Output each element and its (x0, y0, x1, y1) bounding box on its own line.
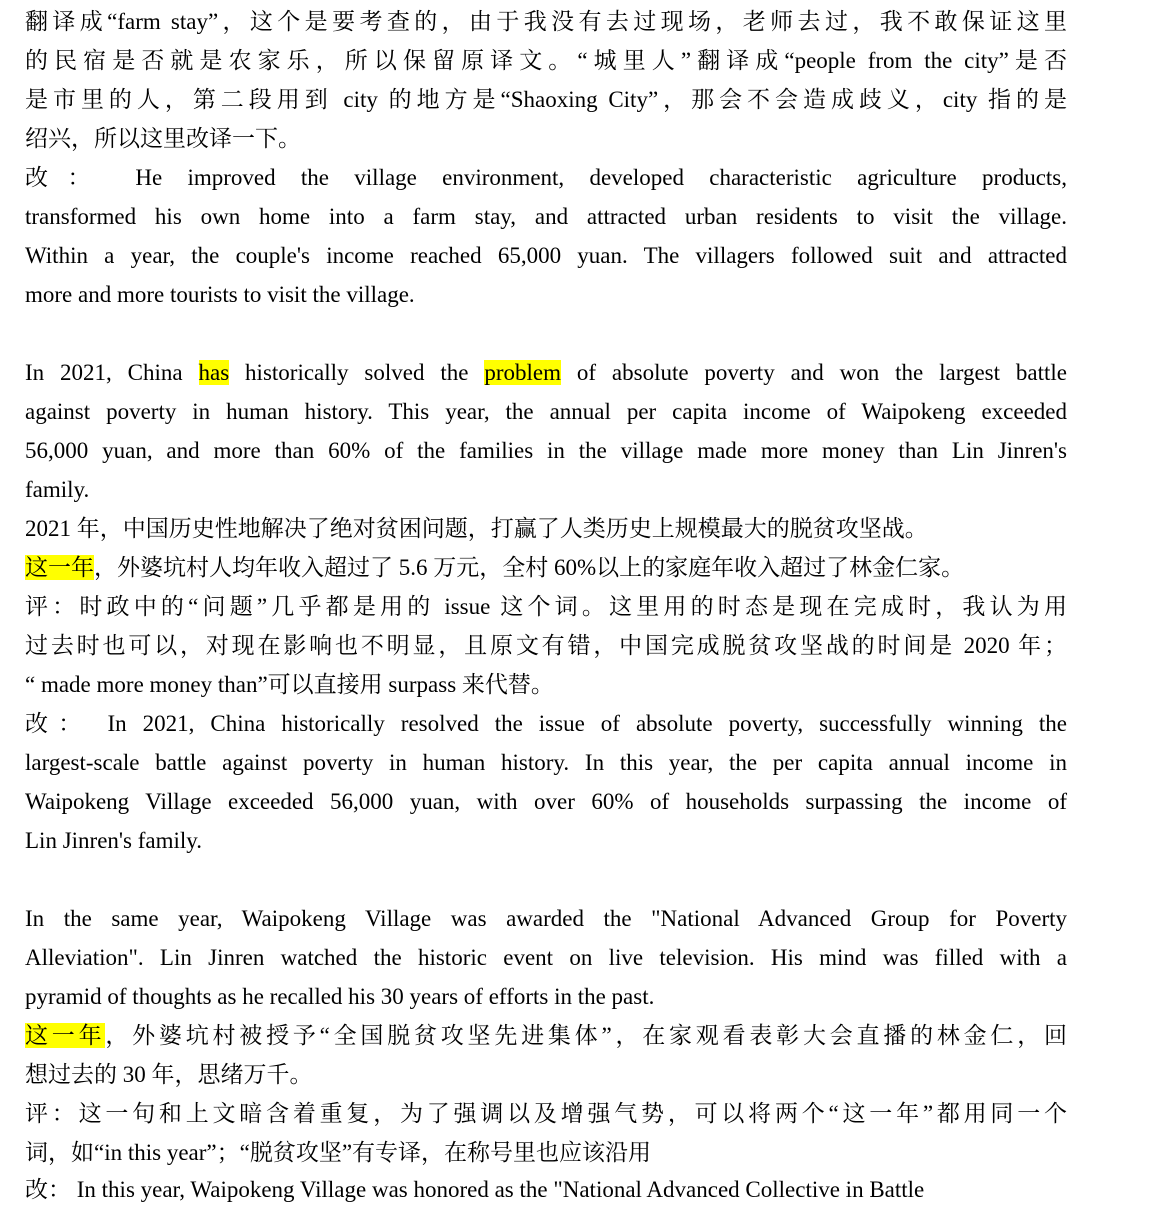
text-line: 词，如“in this year”；“脱贫攻坚”有专译，在称号里也应该沿用 (25, 1140, 652, 1165)
text-line: largest-scale battle against poverty in human history. In this year, the per capita annual income in (25, 750, 1067, 775)
text-line: pyramid of thoughts as he recalled his 30 years of efforts in the past. (25, 984, 655, 1009)
text-line: 想过去的 30 年，思绪万千。 (25, 1062, 313, 1087)
text-run: ，外婆坑村被授予“全国脱贫攻坚先进集体”，在家观看表彰大会直播的林金仁，回 (105, 1023, 1068, 1048)
text-run: In 2021, China (25, 360, 199, 385)
comment-paragraph-1 (25, 2, 1067, 158)
source-english-paragraph-2 (25, 353, 1067, 509)
text-line: 是市里的人，第二段用到 city 的地方是“Shaoxing City”，那会不会造成歧义，city 指的是 (25, 87, 1067, 112)
text-line: 过去时也可以，对现在影响也不明显，且原文有错，中国完成脱贫攻坚战的时间是 2020 年； (25, 633, 1067, 658)
text-line: transformed his own home into a farm stay, and attracted urban residents to visit the village. (25, 204, 1067, 229)
document-page (25, 0, 1067, 1172)
text-line: Lin Jinren's family. (25, 828, 203, 853)
source-chinese-paragraph-2 (25, 509, 1067, 587)
highlighted-word: 这一年 (25, 555, 94, 580)
text-line: 评：时政中的“问题”几乎都是用的 issue 这个词。这里用的时态是现在完成时，我认为用 (25, 594, 1067, 619)
text-line: “ made more money than”可以直接用 surpass 来代替。 (25, 672, 554, 697)
blank-line (25, 860, 1067, 899)
text-run: historically solved the (229, 360, 485, 385)
text-line: 改： He improved the village environment, developed characteristic agriculture products, (25, 165, 1067, 190)
source-english-paragraph-3 (25, 899, 1067, 1016)
revision-paragraph-1 (25, 158, 1067, 314)
comment-paragraph-2 (25, 587, 1067, 704)
text-line: 改： In 2021, China historically resolved the issue of absolute poverty, successfully winning the (25, 711, 1067, 736)
text-line (25, 353, 1067, 392)
revision-paragraph-3-partial (25, 1170, 1067, 1202)
text-run: of absolute poverty and won the largest battle (560, 360, 1067, 385)
text-line: 2021 年，中国历史性地解决了绝对贫困问题，打赢了人类历史上规模最大的脱贫攻坚战。 (25, 516, 928, 541)
text-line: 改： In this year, Waipokeng Village was honored as the "National Advanced Collective in Battle (25, 1177, 925, 1202)
text-line: against poverty in human history. This year, the annual per capita income of Waipokeng exceeded (25, 399, 1067, 424)
comment-paragraph-3 (25, 1094, 1067, 1172)
text-line: more and more tourists to visit the village. (25, 282, 415, 307)
text-line: 绍兴，所以这里改译一下。 (25, 126, 301, 151)
source-chinese-paragraph-3 (25, 1016, 1067, 1094)
text-line: Alleviation". Lin Jinren watched the historic event on live television. His mind was filled with a (25, 945, 1067, 970)
text-run: ，外婆坑村人均年收入超过了 5.6 万元，全村 60%以上的家庭年收入超过了林金仁家。 (94, 555, 965, 580)
text-line: Within a year, the couple's income reached 65,000 yuan. The villagers followed suit and attracted (25, 243, 1067, 268)
highlighted-word: 这一年 (25, 1023, 106, 1048)
text-line: 的民宿是否就是农家乐，所以保留原译文。“城里人”翻译成“people from the city”是否 (25, 48, 1067, 73)
text-line: 翻译成“farm stay”，这个是要考查的，由于我没有去过现场，老师去过，我不敢保证这里 (25, 9, 1067, 34)
text-line (25, 548, 1067, 587)
text-line: 56,000 yuan, and more than 60% of the families in the village made more money than Lin Jinren's (25, 438, 1067, 463)
text-line: 评：这一句和上文暗含着重复，为了强调以及增强气势，可以将两个“这一年”都用同一个 (25, 1101, 1067, 1126)
text-line: In the same year, Waipokeng Village was awarded the "National Advanced Group for Poverty (25, 906, 1067, 931)
blank-line (25, 314, 1067, 353)
revision-paragraph-2 (25, 704, 1067, 860)
text-line: Waipokeng Village exceeded 56,000 yuan, with over 60% of households surpassing the income of (25, 789, 1067, 814)
highlighted-word: problem (484, 360, 561, 385)
highlighted-word: has (198, 360, 230, 385)
text-line (25, 1016, 1067, 1055)
text-line: family. (25, 477, 90, 502)
